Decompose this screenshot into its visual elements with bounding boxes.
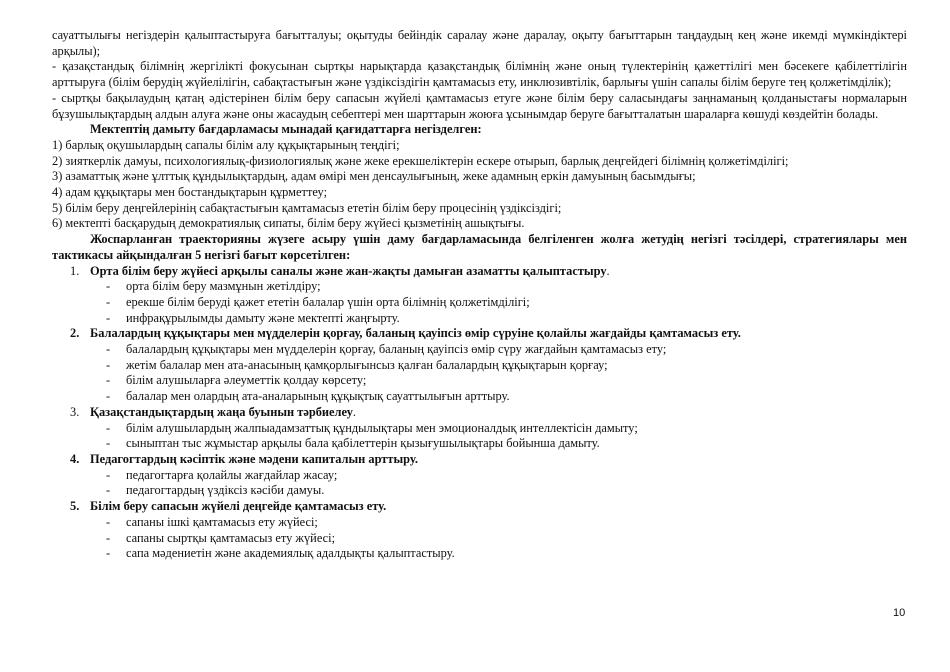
direction-items [90,468,907,499]
principle-4: 4) адам құқықтары мен бостандықтарын құрметтеу; [52,185,328,200]
direction-title: Білім беру сапасын жүйелі деңгейде қамтамасыз ету. [90,499,387,514]
intro-paragraph-3: - сыртқы бақылаудың қатаң әдістерінен білім беру сапасын жүйелі қамтамасыз етуге және білім беру саласындағы заңнаманың қолданыстағы нормаларын бұзушылықтардың алдын алуға және оны жасаудың себептері мен шарттарын жоюға ұсынымдар беруге бағытталатын шараларға көшуді көздейтін болады. [52,90,907,121]
direction-2 [52,326,907,405]
list-item: - білім алушылардың жалпыадамзаттық құндылықтары мен эмоционалдық интеллектісін дамыту; [106,420,638,435]
direction-number: 2. [70,326,80,341]
direction-title: Балалардың құқықтары мен мүдделерін қорғау, баланың қауіпсіз өмір сүруіне қолайлы жағдайды қамтамасыз ету. [90,326,741,341]
direction-3 [52,405,907,452]
principle-3: 3) азаматтық және ұлттық құндылықтардың, адам өмірі мен денсаулығының, жеке адамның еркін дамуының басымдығы; [52,169,696,184]
list-item: - ерекше білім беруді қажет ететін балалар үшін орта білімнің қолжетімділігі; [106,294,530,309]
list-item: - сапа мәдениетін және академиялық адалдықты қалыптастыру. [106,546,455,561]
list-item: - сапаны сыртқы қамтамасыз ету жүйесі; [106,530,336,545]
direction-items [90,279,907,326]
list-item: - орта білім беру мазмұнын жетілдіру; [106,279,321,294]
principle-5: 5) білім беру деңгейлерінің сабақтастығын қамтамасыз ететін білім беру процесінің үздіксіздігі; [52,200,562,215]
list-item: - балалардың құқықтары мен мүдделерін қорғау, баланың қауіпсіз өмір сүру жағдайын қамтамасыз ету; [106,342,667,357]
list-item: - білім алушыларға әлеуметтік қолдау көрсету; [106,373,367,388]
direction-title: Педагогтардың кәсіптік және мәдени капиталын арттыру. [90,451,418,466]
direction-items [90,342,907,405]
direction-1 [52,264,907,327]
direction-title: Орта білім беру жүйесі арқылы саналы және жан-жақты дамыған азаматты қалыптастыру [90,263,607,278]
direction-number: 5. [70,499,80,514]
principle-2: 2) зияткерлік дамуы, психологиялық-физиологиялық және жеке ерекшеліктерін ескере отырып, барлық деңгейдегі білімнің қолжетімділігі; [52,153,789,168]
intro-paragraph-1: сауаттылығы негіздерін қалыптастыруға бағытталуы; оқытуды бейіндік саралау және даралау, оқыту бағыттарын таңдаудың кең және икемді мүмкіндіктері арқылы); [52,28,907,58]
direction-items [90,421,907,452]
principle-1: 1) барлық оқушылардың сапалы білім алу құқықтарының теңдігі; [52,137,400,152]
list-item: - балалар мен олардың ата-аналарының құқықтық сауаттылығын арттыру. [106,389,510,404]
directions-list [52,264,907,562]
direction-number: 4. [70,451,80,466]
list-item: - педагогтардың үздіксіз кәсіби дамуы. [106,483,325,498]
principle-6: 6) мектепті басқарудың демократиялық сипаты, білім беру жүйесі қызметінің ашықтығы. [52,216,525,231]
direction-number: 1. [70,263,80,278]
principles-heading: Мектептің дамыту бағдарламасы мынадай қағидаттарға негізделген: [90,122,482,137]
intro-paragraph-2: - қазақстандық білімнің жергілікті фокусынан сыртқы нарықтарда қазақстандық білімнің және оның түлектерінің қажеттілігі мен бәсекеге қабілеттілігін арттыруға (білім берудің жүйелілігін, сабақтастығын және үздіксіздігін қамтамасыз ету, инклюзивтілік, барлығы үшін сапалы білім беруге тең қолжетімділік); [52,59,907,90]
direction-items [90,515,907,562]
list-item: - педагогтарға қолайлы жағдайлар жасау; [106,467,338,482]
direction-title-suffix: . [606,263,610,278]
direction-4 [52,452,907,499]
list-item: - инфрақұрылымды дамыту және мектепті жаңғырту. [106,310,400,325]
directions-heading: Жоспарланған траекторияны жүзеге асыру үшін даму бағдарламасында белгіленген жолға жетудің негізгі тәсілдері, стратегиялары мен тактикасы айқындалған 5 негізгі бағыт көрсетілген: [52,232,907,262]
direction-5 [52,499,907,562]
document-page [52,28,907,562]
list-item: - жетім балалар мен ата-анасының қамқорлығынсыз қалған балалардың құқықтарын қорғау; [106,357,608,372]
list-item: - сыныптан тыс жұмыстар арқылы бала қабілеттерін қызығушылықтары бойынша дамыту. [106,436,600,451]
list-item: - сапаны ішкі қамтамасыз ету жүйесі; [106,514,318,529]
direction-title-suffix: . [352,404,356,419]
page-number: 10 [893,607,906,619]
direction-number: 3. [70,404,80,419]
direction-title: Қазақстандықтардың жаңа буынын тәрбиелеу [90,404,353,419]
